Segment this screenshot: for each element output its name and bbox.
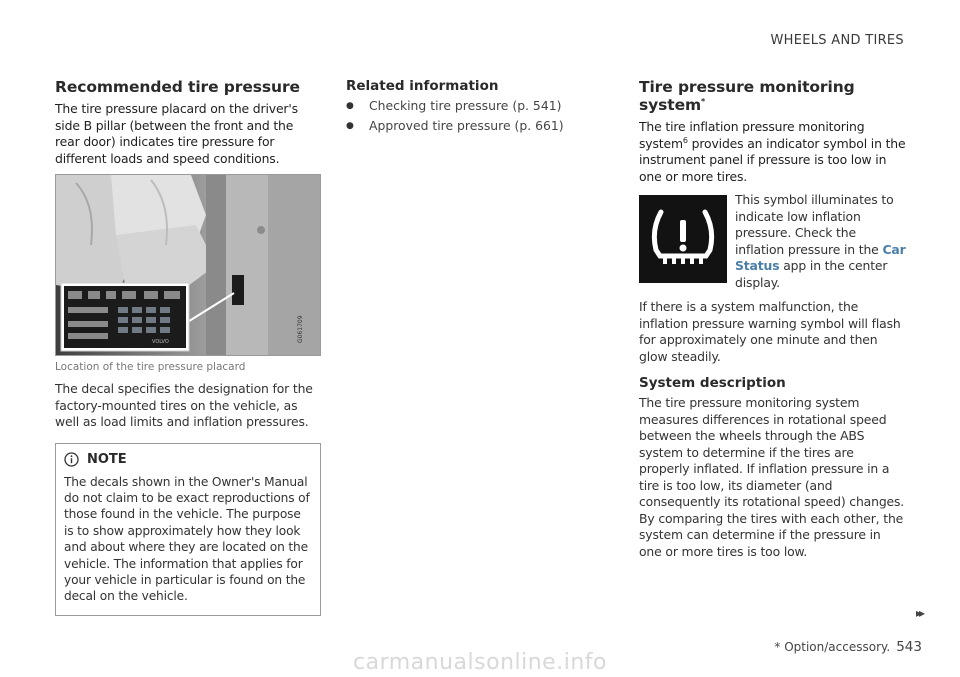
info-circle-icon <box>64 452 79 467</box>
option-star: * <box>701 96 706 106</box>
tire-pressure-warning-glyph <box>647 206 719 272</box>
malfunction-paragraph: If there is a system malfunction, the inflation pressure warning symbol will flash for approximately one minute and then glow steadily. <box>639 299 901 364</box>
page-number: 543 <box>896 639 922 655</box>
subsection-heading: System description <box>639 375 786 391</box>
related-links-list <box>346 98 586 134</box>
bullet-icon: ● <box>346 101 354 111</box>
note-header <box>64 452 311 467</box>
note-box <box>55 443 321 616</box>
car-status-app-link[interactable]: Car Status <box>735 241 906 273</box>
image-caption: Location of the tire pressure placard <box>55 361 246 373</box>
section-header: WHEELS AND TIRES <box>770 33 904 48</box>
footnote-text: * Option/accessory. <box>774 640 891 654</box>
related-link-item[interactable] <box>346 118 586 134</box>
related-link-text[interactable]: Approved tire pressure (p. 661) <box>369 118 564 133</box>
description-paragraph: The tire pressure monitoring system measures differences in rotational speed between the wheels through the ABS system to determine if the tires are properly inflated. If inflation pressure in a tire is too low, its diameter (and consequently its rotational speed) changes. By comparing the tires with each other, the system can determine if the pressure in one or more tires is too low. <box>639 395 905 559</box>
related-heading: Related information <box>346 78 499 94</box>
section-heading-text: Tire pressure monitoring system <box>639 78 855 114</box>
tire-pressure-warning-icon <box>639 195 727 283</box>
symbol-text-a: This symbol illuminates to indicate low inflation pressure. Check the inflation pressure in the <box>735 192 894 257</box>
related-link-item[interactable] <box>346 98 586 114</box>
note-title: NOTE <box>87 451 127 467</box>
continue-arrow-icon: ▸▸ <box>915 606 922 620</box>
recommended-pressure-section <box>55 78 321 616</box>
related-link-text[interactable]: Checking tire pressure (p. 541) <box>369 98 562 113</box>
intro-text-b: provides an indicator symbol in the instrument panel if pressure is too low in one or more tires. <box>639 135 906 184</box>
symbol-block <box>639 192 907 365</box>
car-interior-illustration <box>56 175 320 355</box>
image-code: G061709 <box>297 315 304 343</box>
footnote-ref: 6 <box>682 135 688 145</box>
symbol-text-b: app in the center display. <box>735 258 888 290</box>
intro-paragraph: The tire pressure placard on the driver's side B pillar (between the front and the rear door) indicates tire pressure for different loads and speed conditions. <box>55 101 298 166</box>
section-heading <box>639 78 907 114</box>
watermark: carmanualsonline.info <box>353 650 607 675</box>
section-heading: Recommended tire pressure <box>55 78 300 96</box>
related-information-section <box>346 78 586 138</box>
intro-text-a: The tire inflation pressure monitoring system <box>639 119 865 151</box>
tpms-section <box>639 78 907 560</box>
intro-paragraph <box>639 119 907 185</box>
placard-brand: VOLVO <box>152 339 169 345</box>
placard-location-photo <box>55 174 321 356</box>
note-text: The decals shown in the Owner's Manual do not claim to be exact reproductions of those found in the vehicle. The purpose is to show approximately how they look and about where they are located on the vehicle. The information that applies for your vehicle in particular is found on the decal on the vehicle. <box>64 474 310 604</box>
body-paragraph: The decal specifies the designation for the factory-mounted tires on the vehicle, as well as load limits and inflation pressures. <box>55 381 313 429</box>
bullet-icon: ● <box>346 121 354 131</box>
